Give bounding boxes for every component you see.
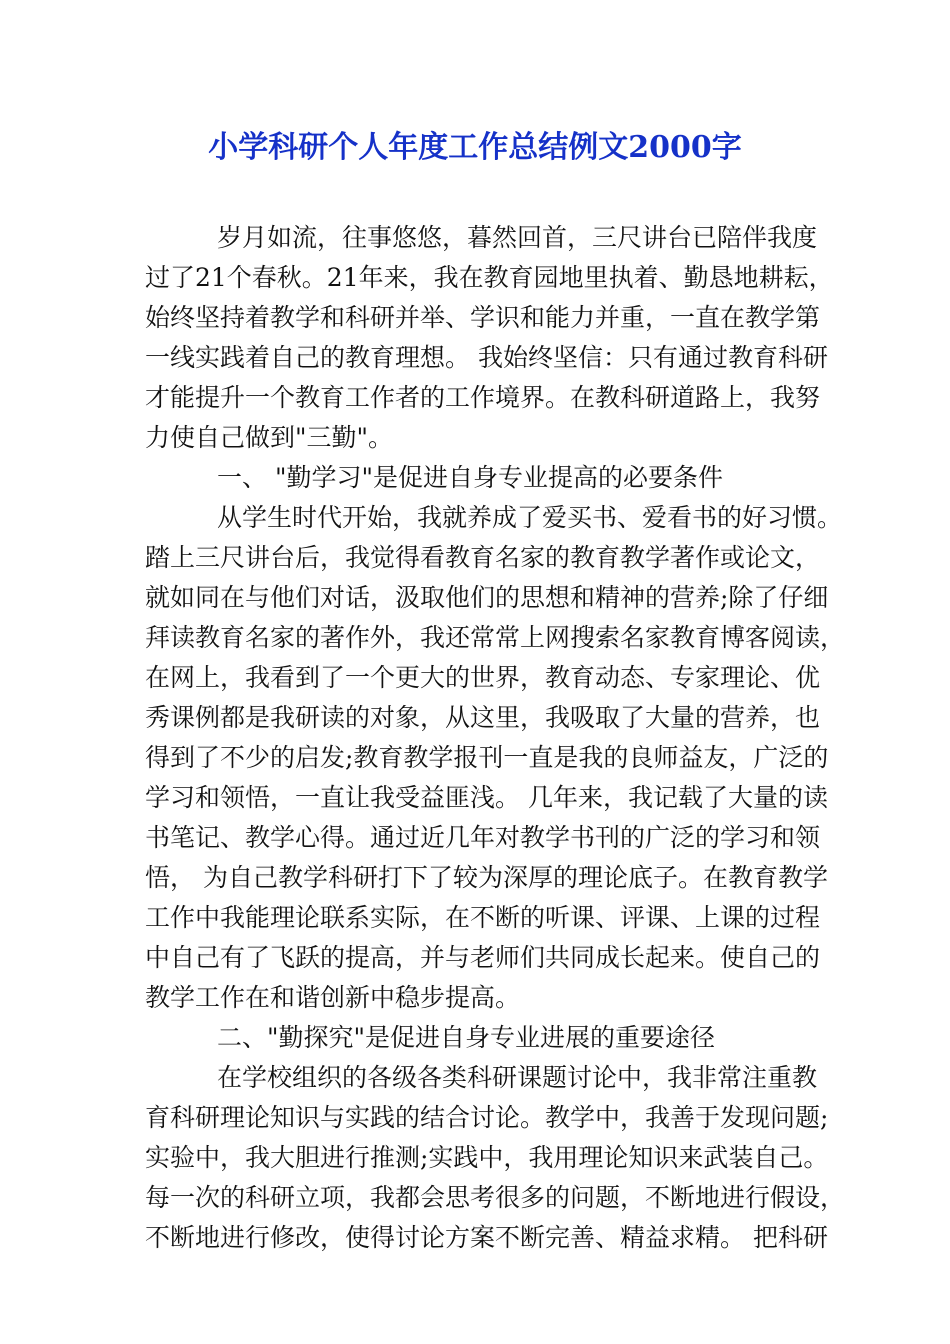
body-text-line: 得到了不少的启发;教育教学报刊一直是我的良师益友，广泛的 (145, 743, 829, 772)
body-text-line: 一、 "勤学习"是促进自身专业提高的必要条件 (217, 463, 723, 492)
body-text-line: 中自己有了飞跃的提高，并与老师们共同成长起来。使自己的 (145, 943, 821, 972)
body-text-line: 就如同在与他们对话，汲取他们的思想和精神的营养;除了仔细 (145, 583, 829, 612)
body-text-line: 不断地进行修改，使得讨论方案不断完善、精益求精。 把科研 (145, 1223, 828, 1252)
body-text-line: 实验中，我大胆进行推测;实践中，我用理论知识来武装自己。 (145, 1143, 829, 1172)
body-text-line: 秀课例都是我研读的对象，从这里，我吸取了大量的营养，也 (145, 703, 821, 732)
body-text-line: 工作中我能理论联系实际，在不断的听课、评课、上课的过程 (145, 903, 821, 932)
body-text-line: 才能提升一个教育工作者的工作境界。在教科研道路上，我努 (145, 383, 821, 412)
body-text-line: 一线实践着自己的教育理想。 我始终坚信：只有通过教育科研 (145, 343, 828, 372)
body-text-line: 二、"勤探究"是促进自身专业进展的重要途径 (217, 1023, 715, 1052)
body-text-line: 从学生时代开始，我就养成了爱买书、爱看书的好习惯。 (217, 503, 843, 532)
body-text-line: 育科研理论知识与实践的结合讨论。教学中，我善于发现问题; (145, 1103, 829, 1132)
body-text-line: 踏上三尺讲台后，我觉得看教育名家的教育教学著作或论文， (145, 543, 821, 572)
body-text-line: 学习和领悟，一直让我受益匪浅。 几年来，我记载了大量的读 (145, 783, 828, 812)
body-text-line: 书笔记、教学心得。通过近几年对教学书刊的广泛的学习和领 (145, 823, 821, 852)
body-text-line: 在网上，我看到了一个更大的世界，教育动态、专家理论、优 (145, 663, 821, 692)
body-text-line: 力使自己做到"三勤"。 (145, 423, 393, 452)
body-text-line: 始终坚持着教学和科研并举、学识和能力并重，一直在教学第 (145, 303, 821, 332)
document-title: 小学科研个人年度工作总结例文2000字 (208, 130, 742, 165)
body-text-line: 过了21个春秋。21年来，我在教育园地里执着、勤恳地耕耘， (145, 263, 834, 292)
body-text-line: 在学校组织的各级各类科研课题讨论中，我非常注重教 (217, 1063, 818, 1092)
body-text-line: 悟， 为自己教学科研打下了较为深厚的理论底子。在教育教学 (145, 863, 828, 892)
document-body (145, 218, 846, 1258)
body-text-line: 每一次的科研立项，我都会思考很多的问题，不断地进行假设， (145, 1183, 846, 1212)
body-text-line: 拜读教育名家的著作外，我还常常上网搜索名家教育博客阅读， (145, 623, 846, 652)
body-text-line: 教学工作在和谐创新中稳步提高。 (145, 983, 521, 1012)
body-text-line: 岁月如流，往事悠悠，暮然回首，三尺讲台已陪伴我度 (217, 223, 818, 252)
